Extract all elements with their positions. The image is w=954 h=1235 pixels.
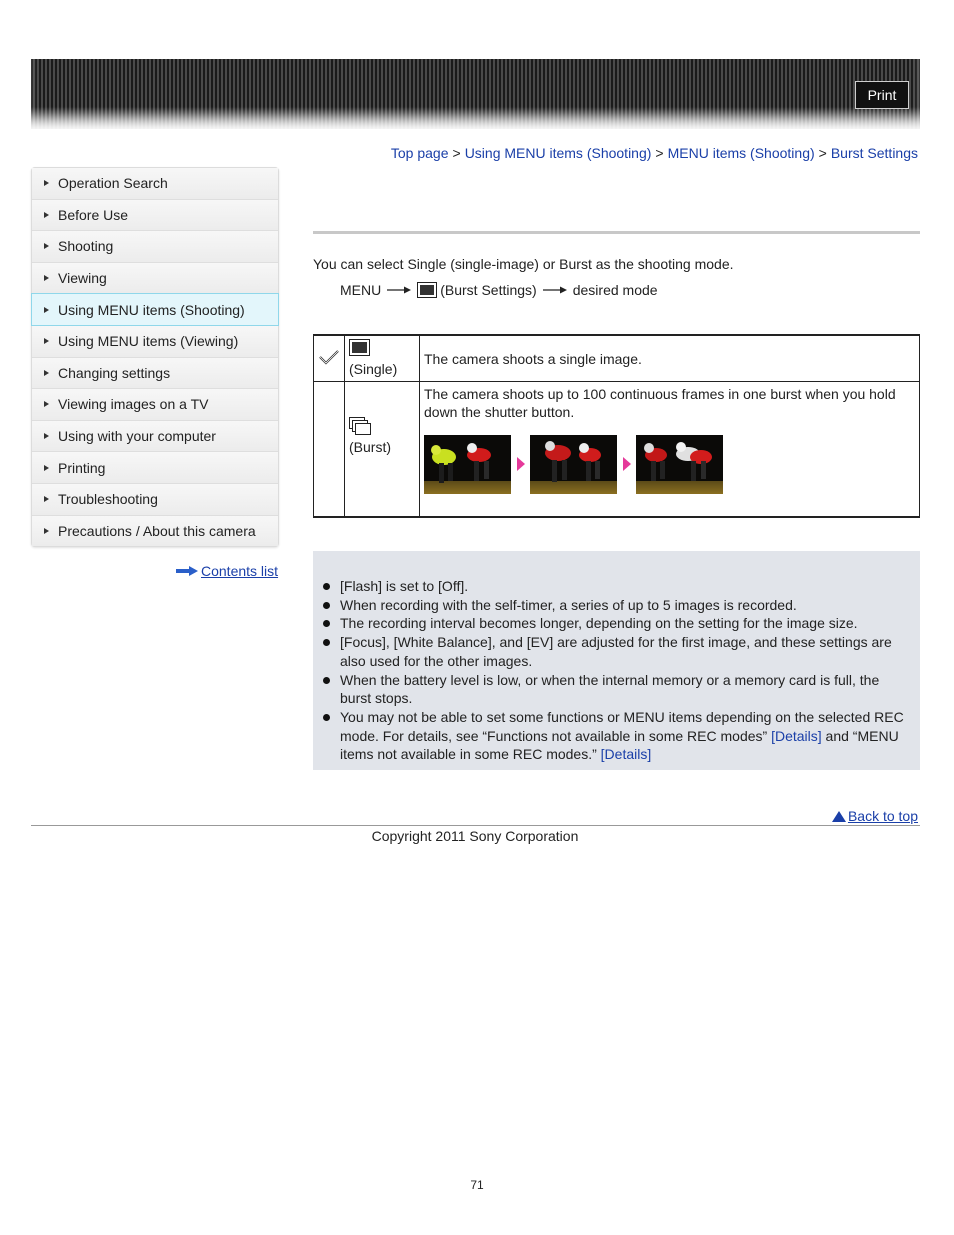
long-arrow-right-icon — [543, 285, 567, 295]
burst-example-images — [424, 435, 915, 494]
intro-text: You can select Single (single-image) or Burst as the shooting mode. — [313, 256, 734, 272]
sidebar-item-label: Shooting — [58, 238, 114, 255]
long-arrow-right-icon — [387, 285, 411, 295]
sidebar-nav — [31, 167, 279, 547]
triangle-right-icon — [44, 465, 49, 471]
sidebar-item-troubleshooting[interactable] — [32, 484, 278, 516]
details-link[interactable]: [Details] — [600, 746, 652, 763]
burst-shot-icon — [349, 417, 371, 433]
sidebar-item-operation-search[interactable] — [32, 168, 278, 200]
menu-path-setting: (Burst Settings) — [440, 282, 537, 298]
mode-description: The camera shoots up to 100 continuous frames in one burst when you hold down the shutter button. — [420, 381, 920, 517]
sidebar-item-viewing-on-tv[interactable] — [32, 389, 278, 421]
sidebar-item-precautions[interactable] — [32, 516, 278, 547]
list-item: When the battery level is low, or when the internal memory or a memory card is full, the burst stops. — [323, 671, 913, 708]
print-button[interactable]: Print — [855, 81, 909, 109]
table-row — [314, 335, 920, 381]
section-divider — [313, 231, 920, 234]
sidebar-item-label: Precautions / About this camera — [58, 522, 256, 539]
arrow-right-icon — [623, 457, 631, 471]
triangle-right-icon — [44, 338, 49, 344]
triangle-right-icon — [44, 370, 49, 376]
mode-icon-cell — [345, 335, 420, 381]
menu-path — [340, 282, 658, 298]
details-link[interactable]: [Details] — [771, 727, 822, 744]
list-item: The recording interval becomes longer, depending on the setting for the image size. — [323, 614, 913, 633]
single-shot-icon — [417, 282, 437, 298]
triangle-right-icon — [44, 212, 49, 218]
notes-list — [323, 577, 913, 764]
burst-photo-2 — [530, 435, 617, 494]
burst-photo-1 — [424, 435, 511, 494]
mode-icon-cell — [345, 381, 420, 517]
list-item: [Flash] is set to [Off]. — [323, 577, 913, 596]
copyright: Copyright 2011 Sony Corporation — [371, 828, 579, 844]
breadcrumb: Top page > Using MENU items (Shooting) > MENU items (Shooting) > Burst Settings — [390, 145, 918, 161]
page-number: 71 — [470, 1178, 484, 1192]
sidebar-item-using-menu-viewing[interactable] — [32, 326, 278, 358]
mode-description: The camera shoots a single image. — [420, 335, 920, 381]
single-shot-icon — [349, 339, 370, 356]
sidebar-item-changing-settings[interactable] — [32, 358, 278, 390]
triangle-right-icon — [44, 243, 49, 249]
triangle-right-icon — [44, 307, 49, 313]
mode-label: (Burst) — [349, 438, 391, 455]
list-item: When recording with the self-timer, a series of up to 5 images is recorded. — [323, 596, 913, 615]
default-cell — [314, 381, 345, 517]
sidebar-item-label: Troubleshooting — [58, 491, 158, 508]
sidebar-item-shooting[interactable] — [32, 231, 278, 263]
triangle-right-icon — [44, 275, 49, 281]
mode-label: (Single) — [349, 361, 398, 377]
breadcrumb-menu-items-shooting[interactable]: MENU items (Shooting) — [667, 145, 815, 161]
triangle-up-icon — [832, 811, 846, 822]
footer-divider — [31, 825, 920, 826]
triangle-right-icon — [44, 528, 49, 534]
burst-photo-3 — [636, 435, 723, 494]
sidebar-item-label: Viewing — [58, 270, 107, 287]
table-row — [314, 381, 920, 517]
sidebar-item-using-computer[interactable] — [32, 421, 278, 453]
notes-panel — [313, 551, 920, 770]
menu-path-menu: MENU — [340, 282, 382, 298]
header-banner — [31, 59, 920, 129]
sidebar-item-viewing[interactable] — [32, 263, 278, 295]
sidebar-item-label: Using MENU items (Viewing) — [58, 333, 239, 350]
triangle-right-icon — [44, 496, 49, 502]
list-item: [Focus], [White Balance], and [EV] are adjusted for the first image, and these settings are also used for the other images. — [323, 633, 913, 670]
breadcrumb-burst-settings[interactable]: Burst Settings — [830, 145, 918, 161]
checkmark-icon — [318, 348, 340, 366]
sidebar-item-label: Printing — [58, 459, 106, 476]
sidebar-item-using-menu-shooting[interactable] — [31, 293, 279, 326]
breadcrumb-using-menu-shooting[interactable]: Using MENU items (Shooting) — [464, 145, 652, 161]
sidebar-item-printing[interactable] — [32, 452, 278, 484]
triangle-right-icon — [44, 401, 49, 407]
triangle-right-icon — [44, 433, 49, 439]
sidebar-item-label: Before Use — [58, 206, 129, 223]
list-item: You may not be able to set some functions or MENU items depending on the selected REC mode. For details, see “Functions not available in some REC modes” [Details] and “MENU items not available in some REC modes.” [Details] — [323, 708, 913, 764]
arrow-right-icon — [176, 566, 198, 576]
sidebar-item-before-use[interactable] — [32, 200, 278, 232]
triangle-right-icon — [44, 180, 49, 186]
default-cell — [314, 335, 345, 381]
arrow-right-icon — [517, 457, 525, 471]
back-to-top-link[interactable]: Back to top — [832, 808, 918, 824]
modes-table — [313, 334, 920, 518]
breadcrumb-top-page[interactable]: Top page — [390, 145, 449, 161]
sidebar-item-label: Changing settings — [58, 364, 171, 381]
sidebar-item-label: Operation Search — [58, 175, 168, 192]
sidebar-item-label: Using with your computer — [58, 428, 216, 445]
menu-path-target: desired mode — [572, 282, 658, 298]
sidebar-item-label: Using MENU items (Shooting) — [58, 301, 245, 318]
contents-list-link[interactable]: Contents list — [176, 563, 278, 579]
sidebar-item-label: Viewing images on a TV — [58, 396, 209, 413]
